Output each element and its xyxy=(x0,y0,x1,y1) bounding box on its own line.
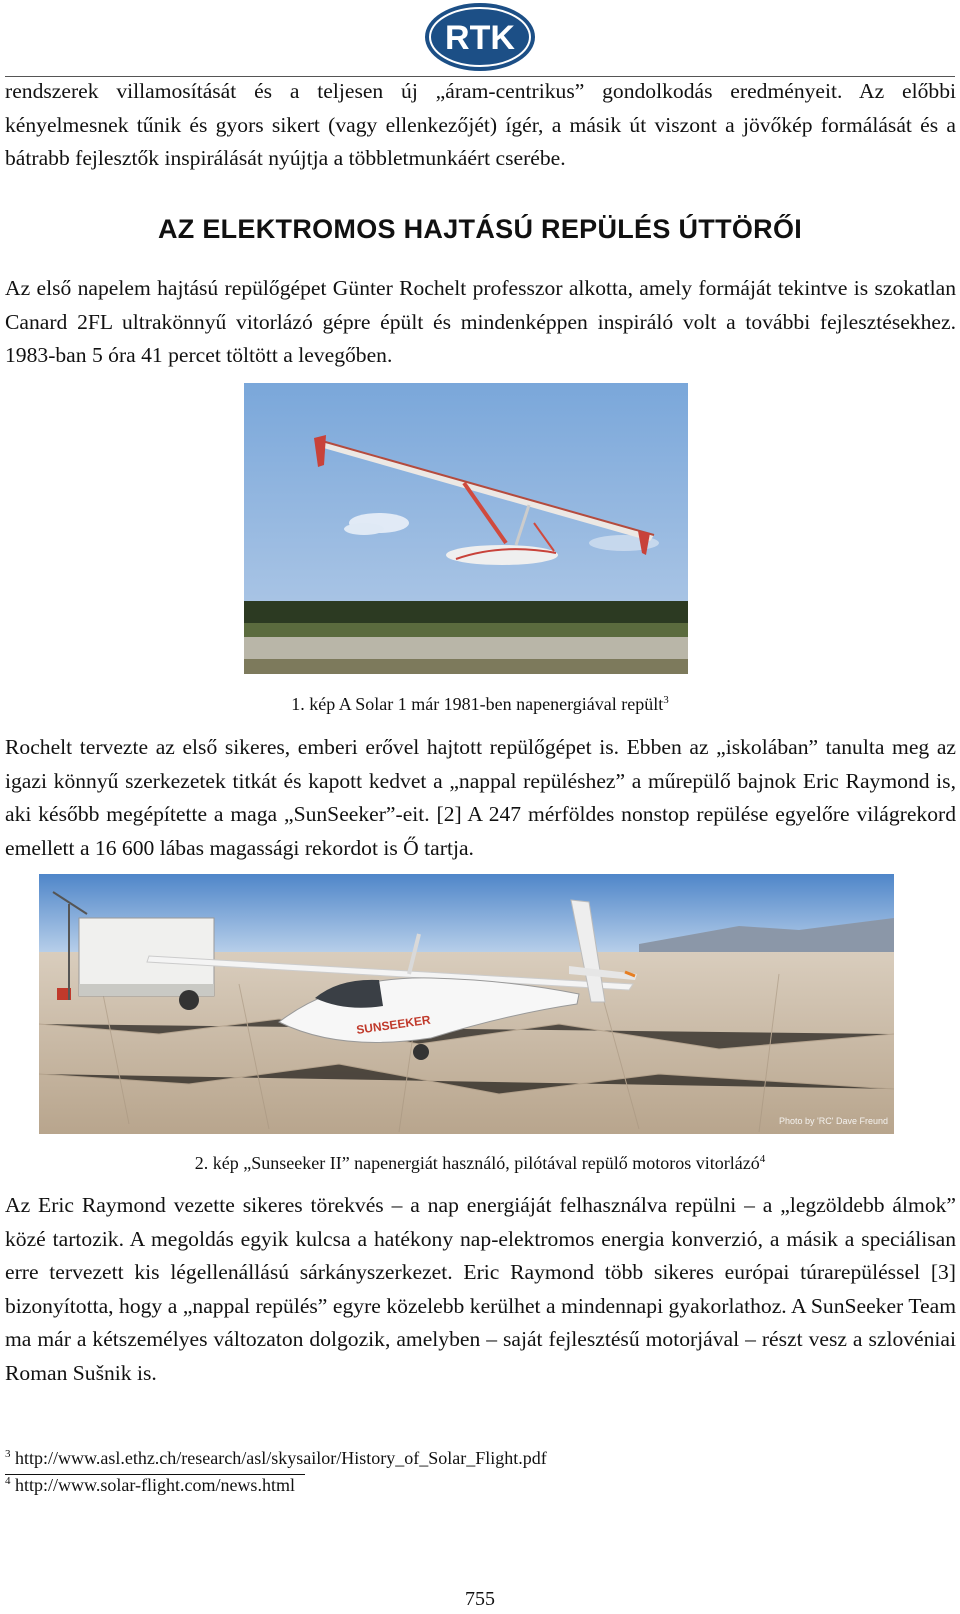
intro-paragraph: rendszerek villamosítását és a teljesen új „áram-centrikus” gondolkodás eredményeit. Az előbbi kényelmesnek tűnik és gyors sikert (vagy ellenkezőjét) ígér, a másik út viszont a jövőkép formálását és a bátrabb fejlesztők inspirálását nyújtja a többletmunkáért cserébe. xyxy=(5,79,956,171)
figure2-caption: 2. kép „Sunseeker II” napenergiát használó, pilótával repülő motoros vitorlázó$^4$ xyxy=(194,1153,766,1173)
sunseeker-photo xyxy=(39,874,894,1134)
footnote-3-link[interactable]: http://www.asl.ethz.ch/research/asl/skysailor/History_of_Solar_Flight.pdf xyxy=(15,1448,547,1468)
footnote-4: $^4$ http://www.solar-flight.com/news.html xyxy=(5,1475,295,1495)
figure1-caption: 1. kép A Solar 1 már 1981-ben napenergiával repült$^3$ xyxy=(291,694,669,714)
logo-text: RTK xyxy=(445,19,515,57)
paragraph-rochelt: Az első napelem hajtású repülőgépet Günter Rochelt professzor alkotta, amely formáját tekintve is szokatlan Canard 2FL ultrakönnyű vitorlázó gépre épült és mindenképpen inspiráló volt a további fejlesztésekhez. 1983-ban 5 óra 41 percet töltött a levegőben. xyxy=(5,276,956,368)
paragraph-raymond: Rochelt tervezte az első sikeres, emberi erővel hajtott repülőgépet is. Ebben az „iskolában” tanulta meg az igazi könnyű szerkezetek titkát és kapott kedvet a „nappal repüléshez” a műrepülő bajnok Eric Raymond is, aki később megépítette a maga „SunSeeker”-eit. [2] A 247 mérföldes nonstop repülése egyelőre világrekord emellett a 16 600 lábas magassági rekordot is Ő tartja. xyxy=(5,735,956,860)
fuselage-label: SUNSEEKER xyxy=(355,1012,432,1037)
footnote-3: $^3$ http://www.asl.ethz.ch/research/asl/skysailor/History_of_Solar_Flight.pdf xyxy=(5,1448,547,1468)
footnote-4-link[interactable]: http://www.solar-flight.com/news.html xyxy=(15,1475,295,1495)
rtk-logo xyxy=(424,2,536,72)
solar1-photo xyxy=(244,383,688,674)
section-heading: AZ ELEKTROMOS HAJTÁSÚ REPÜLÉS ÚTTÖRŐI xyxy=(157,214,803,244)
page-number: 755 xyxy=(465,1588,495,1610)
paragraph-sunseeker-team: Az Eric Raymond vezette sikeres törekvés – a nap energiáját felhasználva repülni – a „legzöldebb álmok” közé tartozik. A megoldás egyik kulcsa a hatékony nap-elektromos energia konverzió, a másik a speciálisan erre tervezett kis légellenállású sárkányszerkezet. Eric Raymond több sikeres európai túrarepüléssel [3] bizonyította, hogy a „nappal repülés” egyre közelebb kerülhet a mindennapi gyakorlathoz. A SunSeeker Team ma már a kétszemélyes változaton dolgozik, amelyben – saját fejlesztésű motorjával – részt vesz a szlovéniai Roman Sušnik is. xyxy=(5,1193,956,1385)
photo-credit: Photo by 'RC' Dave Freund xyxy=(779,1116,888,1126)
